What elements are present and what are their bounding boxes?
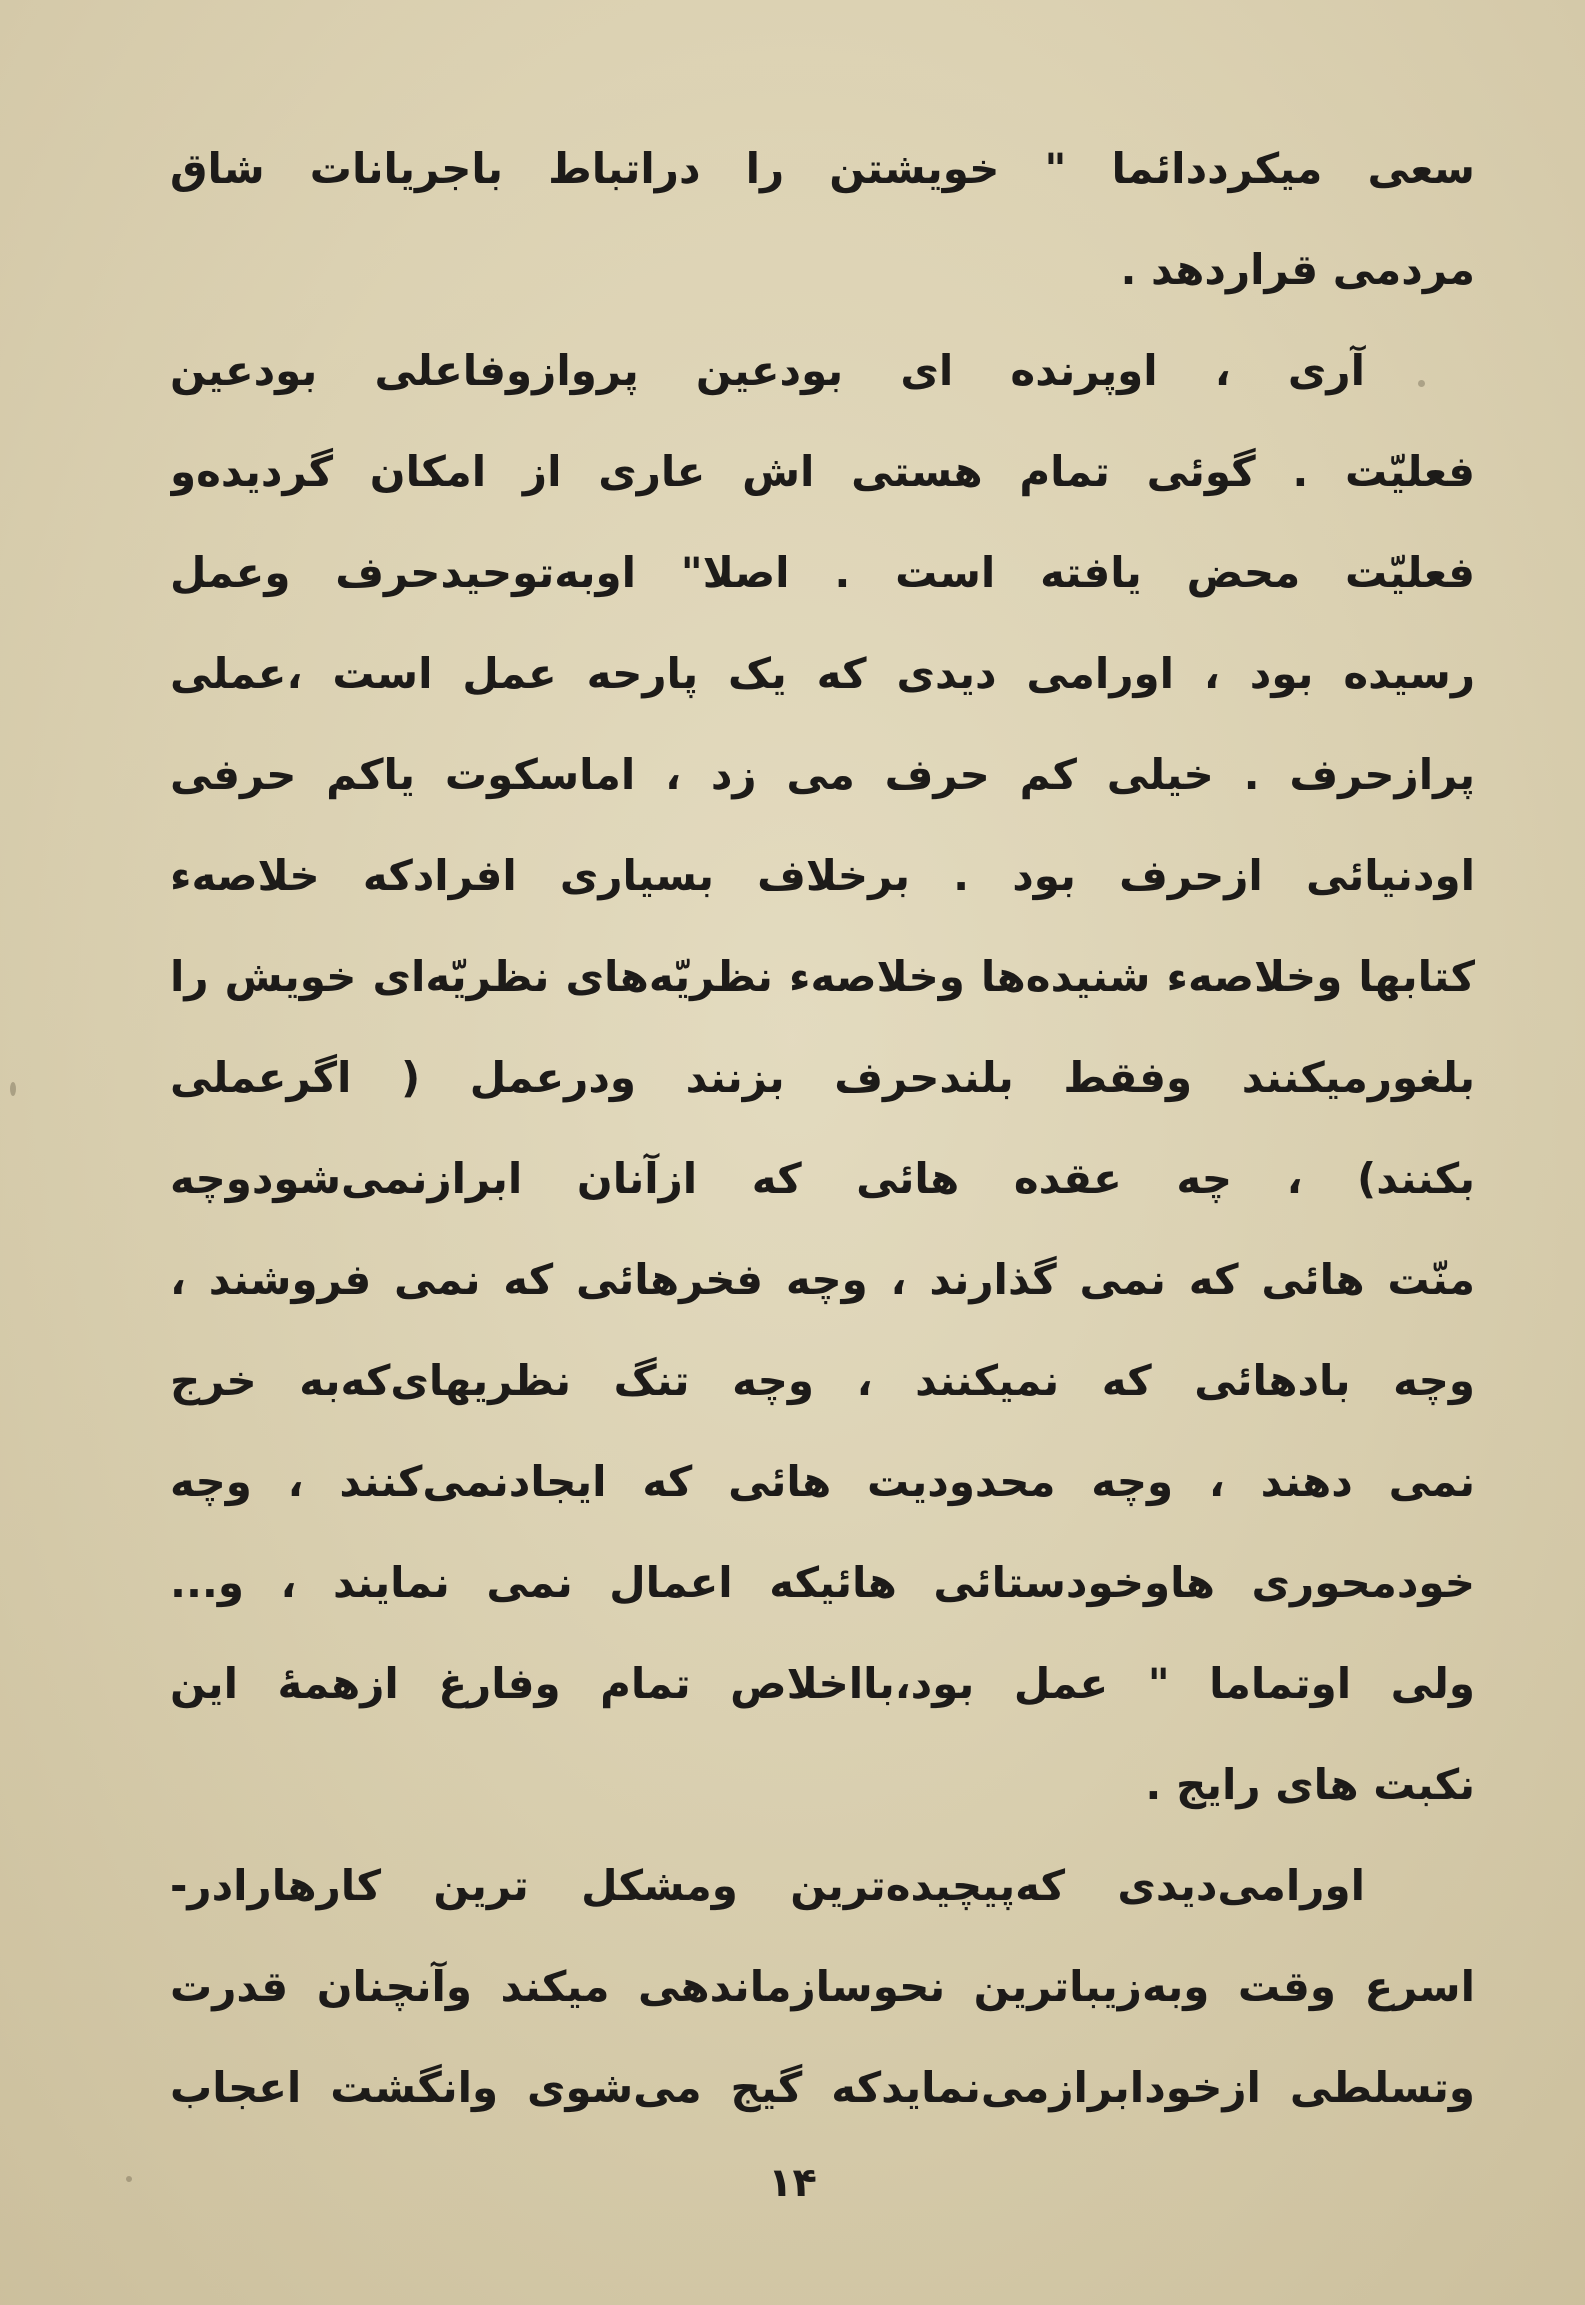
body-text [170,118,1475,2138]
text-line: اورامی‌دیدی که‌پیچیده‌ترین ومشکل ترین کارهارادر- [170,1861,1365,1910]
text-line: خودمحوری هاوخودستائی هائیکه اعمال نمی نمایند ، و... [170,1558,1475,1607]
text-line: بلغورمیکنند وفقط بلندحرف بزنند ودرعمل ( اگرعملی [170,1053,1475,1102]
text-line: فعلیّت . گوئی تمام هستی اش عاری از امکان گردیده‌و [170,447,1475,496]
text-line: بکنند) ، چه عقده هائی که ازآنان ابرازنمی‌شودوچه [170,1154,1475,1203]
text-line: اودنیائی ازحرف بود . برخلاف بسیاری افرادکه خلاصه‌ء [170,851,1475,900]
page-number: ۱۴ [768,2160,817,2206]
text-line: سعی میکرددائما " خویشتن را دراتباط باجریانات شاق [170,144,1475,193]
text-line: نکبت های رایج . [1145,1760,1475,1809]
text-line: پرازحرف . خیلی کم حرف می زد ، اماسکوت یاکم حرفی [170,750,1475,799]
text-line: آری ، اوپرنده ای بودعین پروازوفاعلی بودعین [170,346,1365,395]
ink-speck [10,1082,16,1096]
text-line: کتابها وخلاصه‌ء شنیده‌ها وخلاصه‌ء نظریّه‌های نظریّه‌ای خویش را [170,952,1475,1001]
text-line: نمی دهند ، وچه محدودیت هائی که ایجادنمی‌کنند ، وچه [170,1457,1475,1506]
text-line: وتسلطی ازخودابرازمی‌نمایدکه گیج می‌شوی وانگشت اعجاب [170,2063,1475,2112]
text-line: مردمی قراردهد . [1120,245,1475,294]
text-line: اسرع وقت وبه‌زیباترین نحوسازماندهی میکند وآنچنان قدرت [170,1962,1475,2011]
text-line: رسیده بود ، اورامی دیدی که یک پارحه عمل است ،عملی [170,649,1475,698]
text-line: منّت هائی که نمی گذارند ، وچه فخرهائی که نمی فروشند ، [170,1255,1475,1304]
text-line: ولی اوتماما " عمل بود،بااخلاص تمام وفارغ ازهمهٔ این [170,1659,1475,1708]
text-line: فعلیّت محض یافته است . اصلا" اوبه‌توحیدحرف وعمل [170,548,1475,597]
text-line: وچه بادهائی که نمیکنند ، وچه تنگ نظریهای‌که‌به خرج [170,1356,1475,1405]
